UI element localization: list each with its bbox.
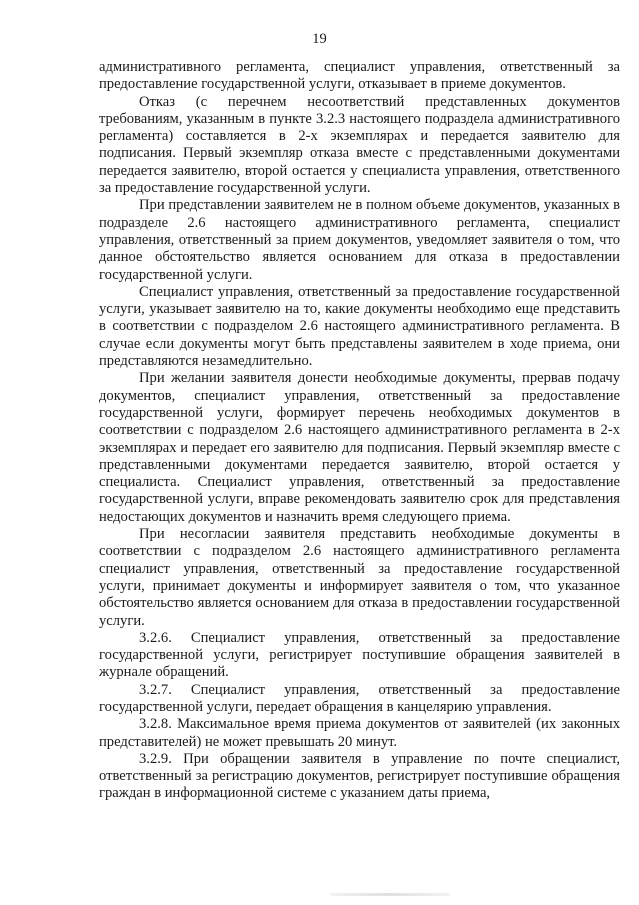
paragraph-3-2-9: 3.2.9. При обращении заявителя в управление по почте специалист, ответственный за регистрацию документов, регистрирует поступившие обращения граждан в информационной системе с указанием даты приема, bbox=[99, 750, 620, 802]
paragraph-incomplete-documents: При представлении заявителем не в полном объеме документов, указанных в подразделе 2.6 настоящего административного регламента, специалист управления, ответственный за прием документов, уведомляет заявителя о том, что данное обстоятельство является основанием для отказа в предоставлении государственной услуги. bbox=[99, 197, 620, 283]
paragraph-additional-documents: При желании заявителя донести необходимые документы, прервав подачу документов, специалист управления, ответственный за предоставление государственной услуги, формирует перечень необходимых документов в соответствии с подразделом 2.6 настоящего административного регламента в 2-х экземплярах и передает его заявителю для подписания. Первый экземпляр вместе с представленными документами передается заявителю, второй остается у специалиста. Специалист управления, ответственный за предоставление государственной услуги, вправе рекомендовать заявителю срок для представления недостающих документов и назначить время следующего приема. bbox=[99, 370, 620, 525]
paragraph-3-2-6: 3.2.6. Специалист управления, ответственный за предоставление государственной услуги, регистрирует поступившие обращения заявителей в журнале обращений. bbox=[99, 629, 620, 681]
paragraph-specialist-instructions: Специалист управления, ответственный за предоставление государственной услуги, указывает заявителю на то, какие документы необходимо еще представить в соответствии с подразделом 2.6 настоящего административного регламента. В случае если документы могут быть представлены заявителем в ходе приема, они представляются незамедлительно. bbox=[99, 283, 620, 370]
document-body bbox=[99, 59, 620, 803]
paragraph-continuation: административного регламента, специалист управления, ответственный за предоставление государственной услуги, отказывает в приеме документов. bbox=[99, 59, 620, 93]
paragraph-3-2-7: 3.2.7. Специалист управления, ответственный за предоставление государственной услуги, передает обращения в канцелярию управления. bbox=[99, 681, 620, 715]
paragraph-3-2-8: 3.2.8. Максимальное время приема документов от заявителей (их законных представителей) не может превышать 20 минут. bbox=[99, 716, 620, 750]
scan-artifact bbox=[330, 893, 450, 896]
page-number: 19 bbox=[312, 31, 327, 47]
paragraph-refusal: Отказ (с перечнем несоответствий представленных документов требованиям, указанным в пункте 3.2.3 настоящего подраздела административного регламента) составляется в 2-х экземплярах и передается заявителю для подписания. Первый экземпляр отказа вместе с представленными документами передается заявителю, второй остается у специалиста управления, ответственного за предоставление государственной услуги. bbox=[99, 93, 620, 197]
paragraph-disagreement: При несогласии заявителя представить необходимые документы в соответствии с подразделом 2.6 настоящего административного регламента специалист управления, ответственный за предоставление государственной услуги, принимает документы и информирует заявителя о том, что указанное обстоятельство является основанием для отказа в предоставлении государственной услуги. bbox=[99, 526, 620, 629]
